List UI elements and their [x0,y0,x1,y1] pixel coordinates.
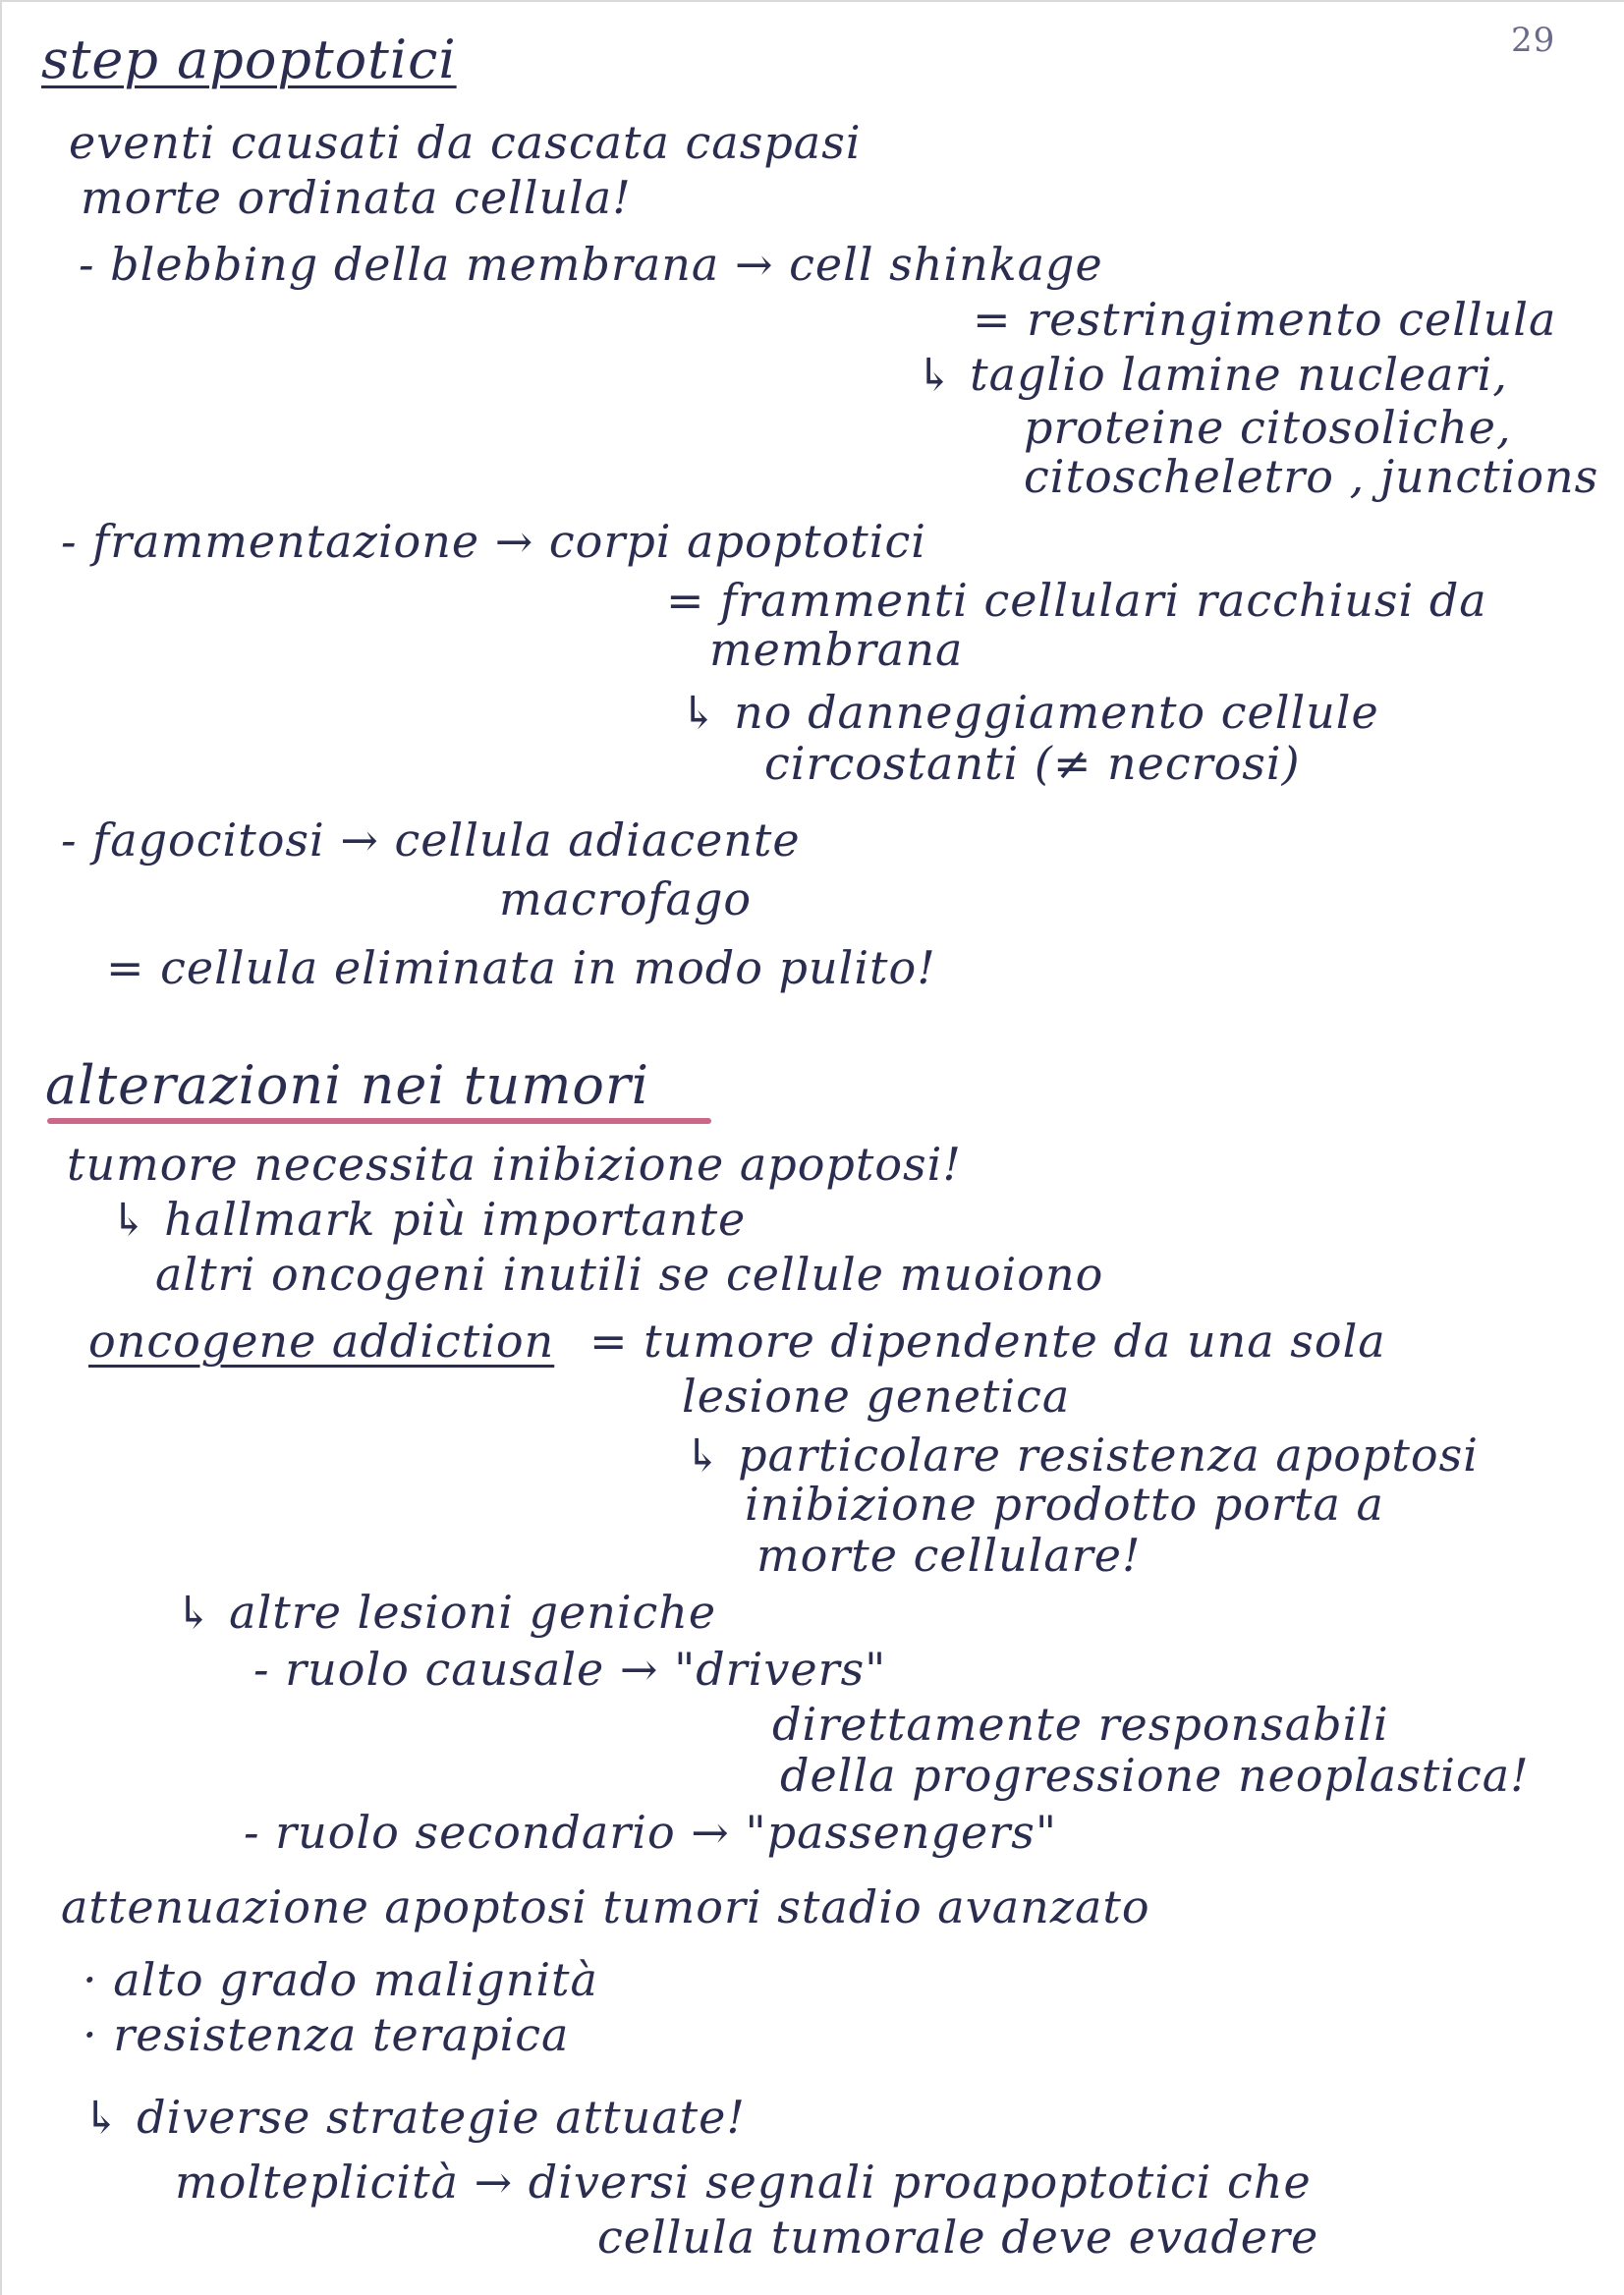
note-line: · resistenza terapica [83,2008,570,2061]
note-line: = cellula eliminata in modo pulito! [106,941,936,994]
note-line: ↳ hallmark più importante [110,1193,747,1246]
note-line: cellula tumorale deve evadere [597,2211,1319,2264]
note-line: circostanti (≠ necrosi) [764,737,1301,790]
note-line: - ruolo secondario → "passengers" [244,1806,1057,1859]
note-line: direttamente responsabili [772,1698,1389,1751]
note-line: inibizione prodotto porta a [745,1478,1384,1531]
note-line: macrofago [499,872,753,925]
note-line: eventi causati da cascata caspasi [69,116,862,169]
note-line: ↳ altre lesioni geniche [175,1586,717,1639]
note-line: ↳ taglio lamine nucleari, [916,348,1508,401]
note-line: - blebbing della membrana → cell shinkage [79,238,1103,291]
note-line: = frammenti cellulari racchiusi da [666,574,1487,627]
note-line: - fagocitosi → cellula adiacente [61,813,801,867]
note-line: · alto grado malignità [83,1953,598,2006]
heading-highlight-stroke [47,1118,711,1124]
note-line: altri oncogeni inutili se cellule muoiono [155,1248,1104,1301]
note-line: = restringimento cellula [973,293,1557,346]
note-line: morte ordinata cellula! [81,171,632,224]
note-line: attenuazione apoptosi tumori stadio avanzato [61,1880,1150,1933]
note-line: ↳ particolare resistenza apoptosi [684,1428,1479,1482]
note-line: ↳ diverse strategie attuate! [83,2091,746,2144]
note-line: = tumore dipendente da una sola [589,1315,1386,1368]
note-line: molteplicità → diversi segnali proapoptotici che [175,2155,1312,2209]
note-line: tumore necessita inibizione apoptosi! [67,1138,962,1191]
note-line: - ruolo causale → "drivers" [253,1643,887,1696]
note-line: della progressione neoplastica! [780,1749,1530,1802]
note-line: membrana [709,623,964,676]
term-oncogene-addiction: oncogene addiction [88,1315,555,1368]
section-heading-alterazioni-nei-tumori: alterazioni nei tumori [45,1054,650,1116]
note-line: ↳ no danneggiamento cellule [680,686,1379,739]
note-line: citoscheletro , junctions [1024,450,1599,503]
note-line: - frammentazione → corpi apoptotici [61,515,926,568]
section-heading-step-apoptotici: step apoptotici [41,28,457,90]
note-line: lesione genetica [682,1370,1071,1423]
note-line: morte cellulare! [756,1529,1142,1582]
page-number: 29 [1511,21,1556,60]
note-line: proteine citosoliche, [1024,401,1512,454]
